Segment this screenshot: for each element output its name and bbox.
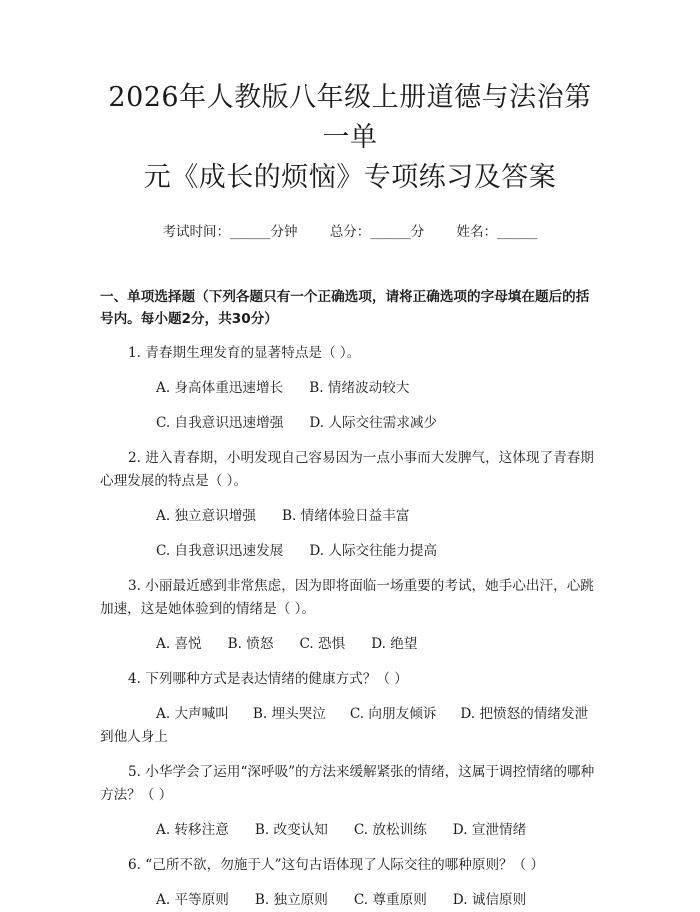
answer-option: C. 自我意识迅速发展 [156, 543, 284, 559]
answer-option: C. 自我意识迅速增强 [156, 415, 284, 431]
answer-option: D. 把愤怒的情绪发泄到他人身上 [100, 706, 589, 745]
answer-option: D. 宣泄情绪 [452, 822, 527, 838]
answer-option: D. 人际交往需求减少 [309, 415, 438, 431]
option-row [100, 505, 600, 528]
answer-option: A. 平等原则 [156, 892, 229, 908]
option-row [100, 889, 600, 912]
answer-option: D. 人际交往能力提高 [309, 543, 438, 559]
answer-option: C. 向朋友倾诉 [349, 706, 437, 722]
answer-option: A. 大声喊叫 [156, 706, 229, 722]
answer-option: D. 绝望 [371, 636, 418, 652]
question-stem: 2. 进入青春期，小明发现自己容易因为一点小事而大发脾气，这体现了青春期心理发展的特点是（ ）。 [100, 450, 594, 489]
question-stem: 5. 小华学会了运用“深呼吸”的方法来缓解紧张的情绪，这属于调控情绪的哪种方法？（ ） [100, 764, 595, 803]
question-stem: 4. 下列哪种方式是表达情绪的健康方式？（ ） [128, 671, 408, 687]
answer-option: B. 愤怒 [227, 636, 274, 652]
exam-score: 总分：______分 [329, 224, 425, 240]
answer-option: B. 埋头哭泣 [252, 706, 326, 722]
exam-meta [100, 222, 600, 242]
answer-option: D. 诚信原则 [452, 892, 527, 908]
answer-option: C. 恐惧 [299, 636, 346, 652]
title-line-2: 元《成长的烦恼》专项练习及答案 [143, 162, 557, 193]
answer-option: A. 喜悦 [156, 636, 202, 652]
answer-option: C. 放松训练 [353, 822, 427, 838]
answer-option: C. 尊重原则 [353, 892, 427, 908]
answer-option: A. 独立意识增强 [156, 508, 257, 524]
answer-option: A. 身高体重迅速增长 [156, 380, 284, 396]
question-stem: 6. “己所不欲，勿施于人”这句古语体现了人际交往的哪种原则？（ ） [128, 857, 545, 873]
page-title [100, 78, 600, 198]
option-row [100, 633, 600, 656]
answer-option: B. 情绪波动较大 [309, 380, 410, 396]
option-row [100, 703, 600, 749]
answer-option: B. 改变认知 [254, 822, 328, 838]
exam-time: 考试时间：______分钟 [162, 224, 298, 240]
question-stem: 1. 青春期生理发育的显著特点是（ ）。 [128, 345, 361, 361]
option-row [100, 819, 600, 842]
section-heading: 一、单项选择题（下列各题只有一个正确选项，请将正确选项的字母填在题后的括号内。每小题2分，共30分） [100, 289, 590, 327]
answer-option: A. 转移注意 [156, 822, 229, 838]
exam-name: 姓名：______ [456, 224, 538, 240]
option-row [100, 540, 600, 563]
answer-option: B. 独立原则 [254, 892, 328, 908]
option-row [100, 412, 600, 435]
option-row [100, 377, 600, 400]
answer-option: B. 情绪体验日益丰富 [282, 508, 410, 524]
question-list [100, 342, 600, 912]
question-stem: 3. 小丽最近感到非常焦虑，因为即将面临一场重要的考试，她手心出汗，心跳加速，这是她体验到的情绪是（ ）。 [100, 578, 594, 617]
title-line-1: 2026年人教版八年级上册道德与法治第一单 [108, 82, 592, 153]
